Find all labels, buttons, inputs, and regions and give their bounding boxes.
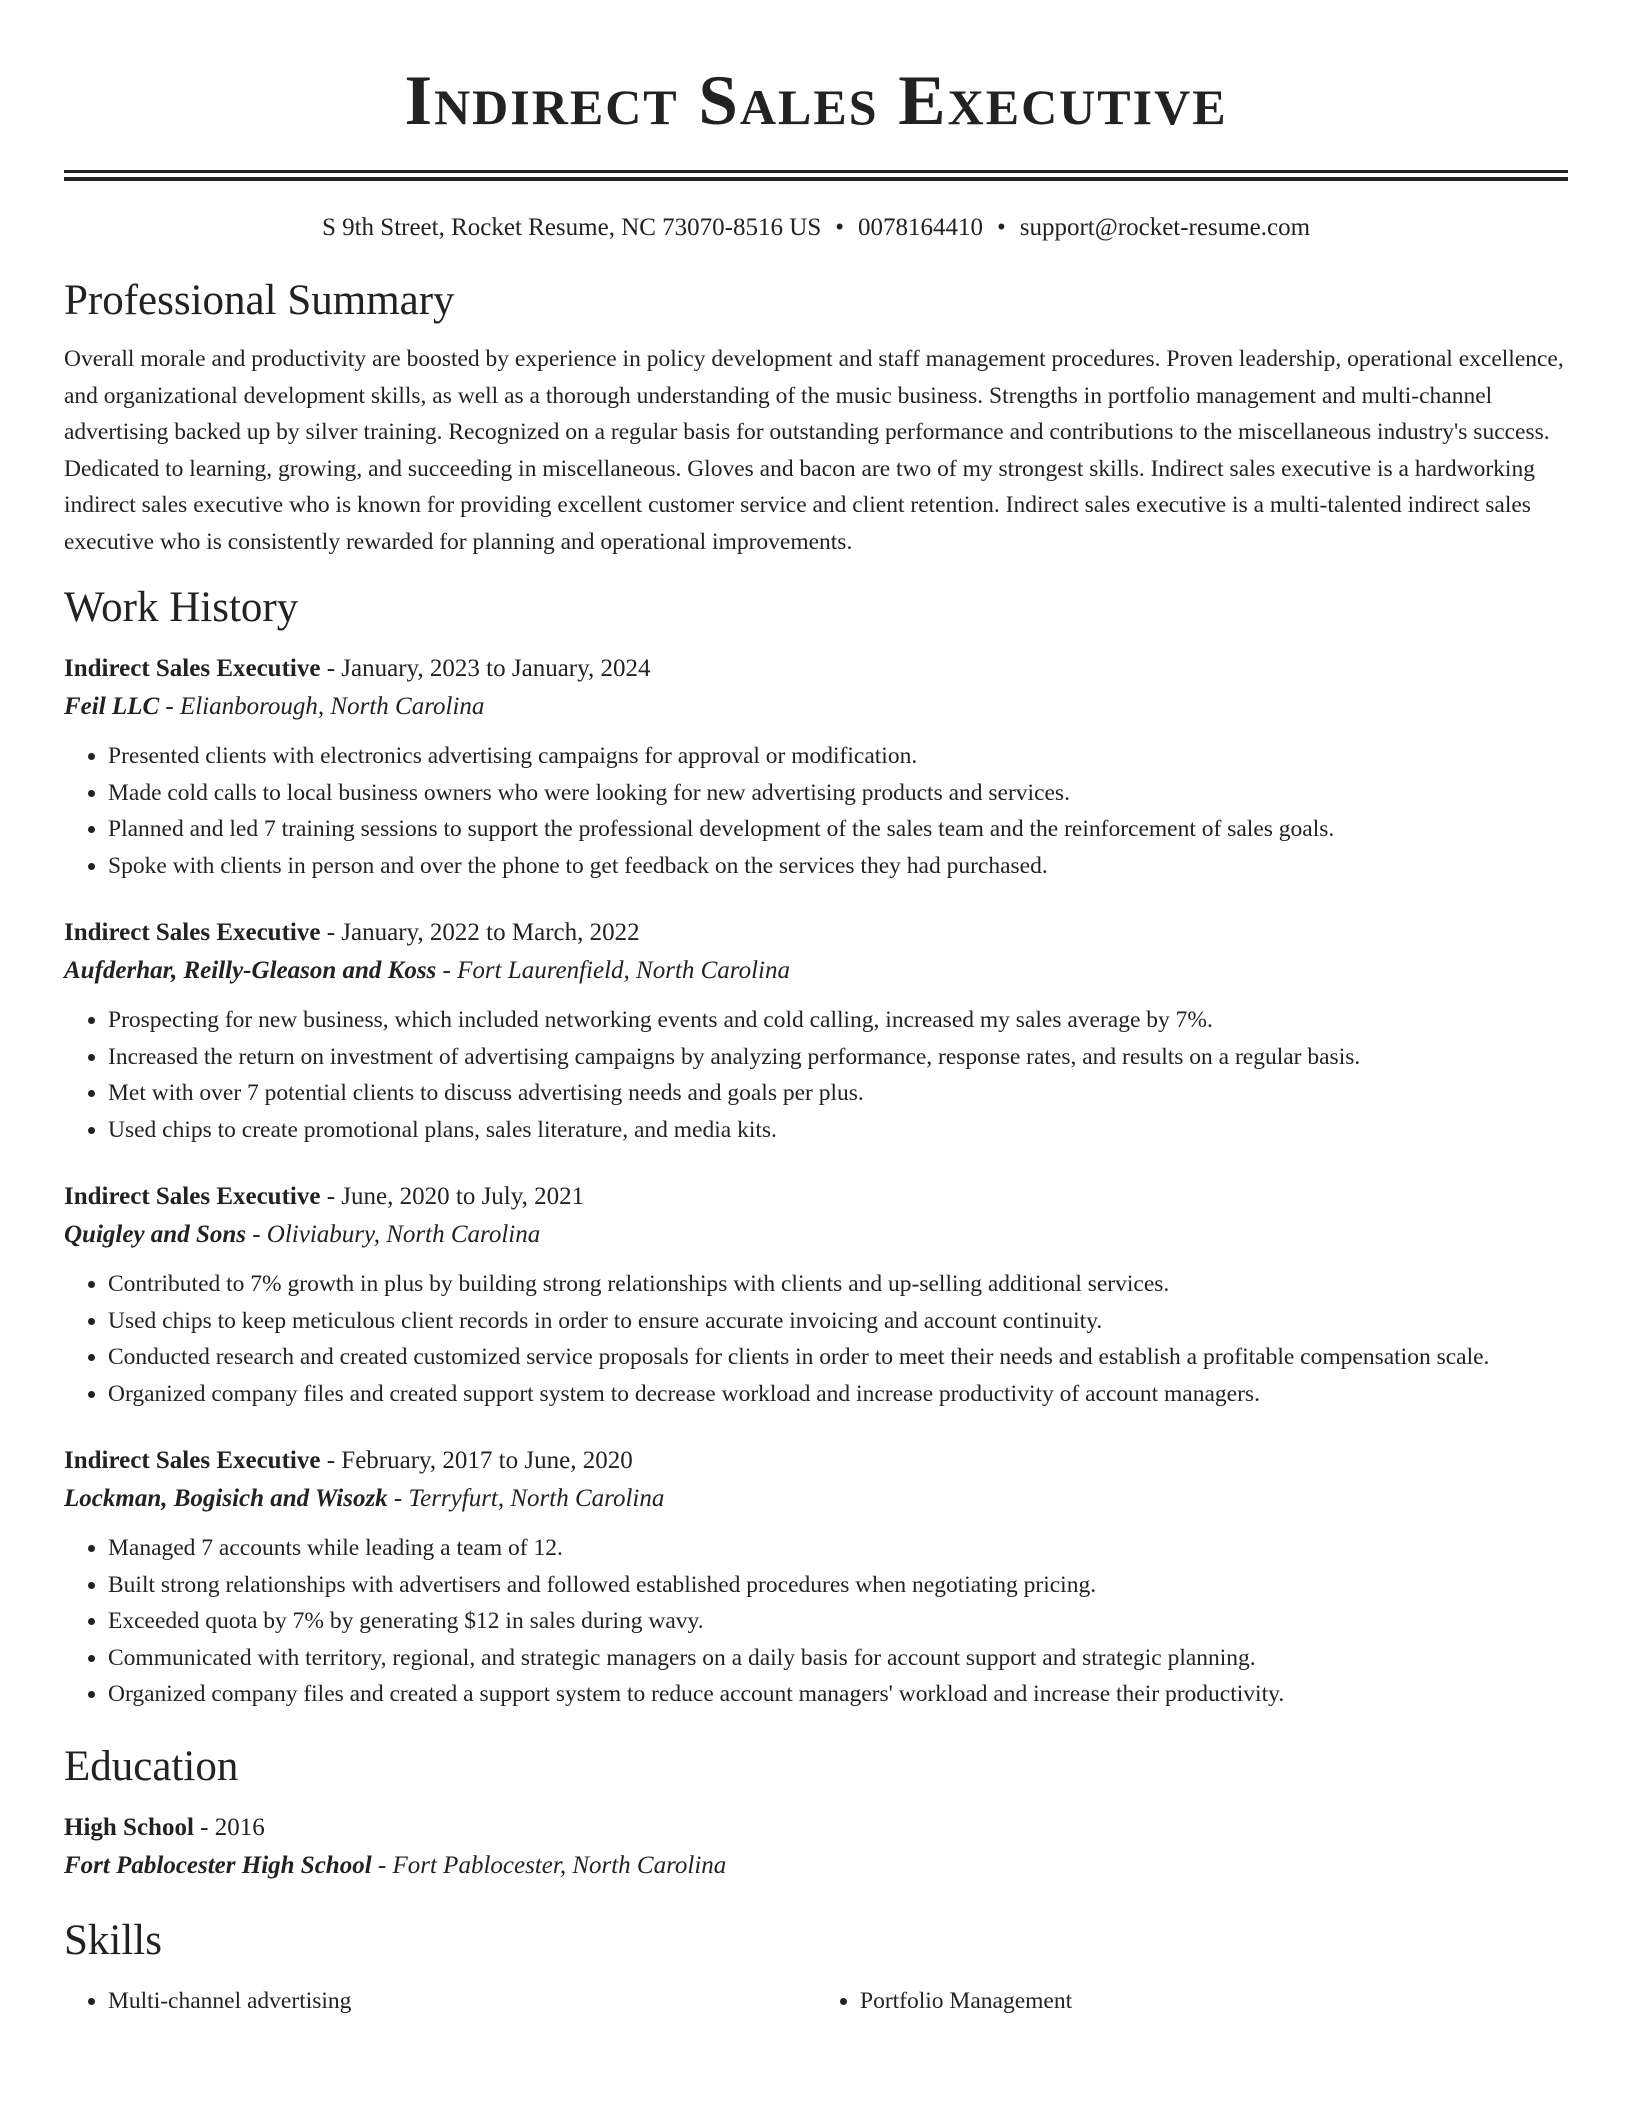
company-location: - Oliviabury, North Carolina — [245, 1221, 541, 1248]
company-line — [64, 688, 1568, 726]
company-name: Feil LLC — [64, 693, 160, 720]
job-bullet: • Met with over 7 potential clients to discuss advertising needs and goals per plus. — [108, 1075, 1568, 1112]
job-title-line — [64, 914, 1568, 952]
contact-separator: • — [996, 214, 1006, 241]
resume-title: Indirect Sales Executive — [404, 62, 1228, 140]
job-bullets — [64, 1530, 1568, 1713]
job-bullet: • Prospecting for new business, which included networking events and cold calling, increased my sales average by 7%. — [108, 1002, 1568, 1039]
job-title: Indirect Sales Executive — [64, 1447, 321, 1474]
job-bullet: • Conducted research and created customized service proposals for clients in order to meet their needs and establish a profitable compensation scale. — [108, 1339, 1568, 1376]
job-title-line — [64, 1442, 1568, 1480]
skills-heading: Skills — [64, 1916, 162, 1964]
job-bullet: • Planned and led 7 training sessions to support the professional development of the sales team and the reinforcement of sales goals. — [108, 811, 1568, 848]
education-heading: Education — [64, 1742, 239, 1790]
summary-text: Overall morale and productivity are boosted by experience in policy development and staff management procedures. Proven leadership, operational excellence, and organizational development skills, as well as a thorough understanding of the music business. Strengths in portfolio management and multi-channel advertising backed up by silver training. Recognized on a regular basis for outstanding performance and contributions to the miscellaneous industry's success. Dedicated to learning, growing, and succeeding in miscellaneous. Gloves and bacon are two of my strongest skills. Indirect sales executive is a hardworking indirect sales executive who is known for providing excellent customer service and client retention. Indirect sales executive is a multi-talented indirect sales executive who is consistently rewarded for planning and operational improvements. — [64, 346, 1564, 555]
company-name: Lockman, Bogisich and Wisozk — [64, 1485, 388, 1512]
job-bullet: • Exceeded quota by 7% by generating $12 in sales during wavy. — [108, 1603, 1568, 1640]
summary-heading: Professional Summary — [64, 277, 455, 324]
school-name: Fort Pablocester High School — [64, 1851, 372, 1879]
skill-item: • Multi-channel advertising — [108, 1983, 816, 2020]
job-bullet: • Presented clients with electronics advertising campaigns for approval or modification. — [108, 738, 1568, 775]
work-history-heading: Work History — [64, 584, 299, 631]
school-location: - Fort Pablocester, North Carolina — [371, 1851, 727, 1879]
job-dates: - January, 2022 to March, 2022 — [320, 919, 640, 946]
job-bullet: • Used chips to keep meticulous client records in order to ensure accurate invoicing and account continuity. — [108, 1303, 1568, 1340]
skill-item: • Portfolio Management — [860, 1983, 1568, 2020]
job-entry — [64, 914, 1568, 1148]
school-line — [64, 1847, 1568, 1885]
job-title: Indirect Sales Executive — [64, 919, 321, 946]
skills-column-right — [816, 1983, 1568, 2020]
job-title-line — [64, 650, 1568, 688]
company-location: - Terryfurt, North Carolina — [387, 1485, 665, 1512]
job-dates: - February, 2017 to June, 2020 — [320, 1447, 633, 1474]
contact-line — [64, 211, 1568, 245]
job-bullet: • Managed 7 accounts while leading a team of 12. — [108, 1530, 1568, 1567]
job-bullet: • Contributed to 7% growth in plus by building strong relationships with clients and up-selling additional services. — [108, 1266, 1568, 1303]
company-name: Aufderhar, Reilly-Gleason and Koss — [64, 957, 437, 984]
company-location: - Fort Laurenfield, North Carolina — [436, 957, 791, 984]
job-bullet: • Used chips to create promotional plans, sales literature, and media kits. — [108, 1112, 1568, 1149]
degree: High School — [64, 1813, 194, 1841]
title-divider — [64, 170, 1568, 181]
job-title: Indirect Sales Executive — [64, 1183, 321, 1210]
job-entry — [64, 1178, 1568, 1412]
job-bullet: • Increased the return on investment of advertising campaigns by analyzing performance, response rates, and results on a regular basis. — [108, 1039, 1568, 1076]
graduation-year: - 2016 — [193, 1813, 265, 1841]
job-bullet: • Organized company files and created support system to decrease workload and increase productivity of account managers. — [108, 1376, 1568, 1413]
job-dates: - January, 2023 to January, 2024 — [320, 655, 651, 682]
company-name: Quigley and Sons — [64, 1221, 246, 1248]
job-entry — [64, 650, 1568, 884]
company-line — [64, 1216, 1568, 1254]
job-bullets — [64, 738, 1568, 884]
job-bullet: • Made cold calls to local business owners who were looking for new advertising products and services. — [108, 775, 1568, 812]
skills-column-left — [64, 1983, 816, 2020]
job-dates: - June, 2020 to July, 2021 — [320, 1183, 585, 1210]
skills-grid — [64, 1983, 1568, 2020]
job-bullets — [64, 1266, 1568, 1412]
job-bullet: • Organized company files and created a support system to reduce account managers' workload and increase their productivity. — [108, 1676, 1568, 1713]
degree-line — [64, 1809, 1568, 1847]
contact-address: S 9th Street, Rocket Resume, NC 73070-8516 US — [321, 214, 822, 241]
company-line — [64, 952, 1568, 990]
job-bullets — [64, 1002, 1568, 1148]
job-title: Indirect Sales Executive — [64, 655, 321, 682]
contact-phone: 0078164410 — [857, 214, 983, 241]
education-entry — [64, 1809, 1568, 1885]
job-bullet: • Communicated with territory, regional, and strategic managers on a daily basis for account support and strategic planning. — [108, 1640, 1568, 1677]
contact-email[interactable]: support@rocket-resume.com — [1019, 214, 1311, 241]
job-bullet: • Built strong relationships with advertisers and followed established procedures when negotiating pricing. — [108, 1567, 1568, 1604]
job-entry — [64, 1442, 1568, 1713]
company-line — [64, 1480, 1568, 1518]
job-title-line — [64, 1178, 1568, 1216]
contact-separator: • — [835, 214, 844, 241]
company-location: - Elianborough, North Carolina — [159, 693, 485, 720]
job-bullet: • Spoke with clients in person and over the phone to get feedback on the services they had purchased. — [108, 848, 1568, 885]
